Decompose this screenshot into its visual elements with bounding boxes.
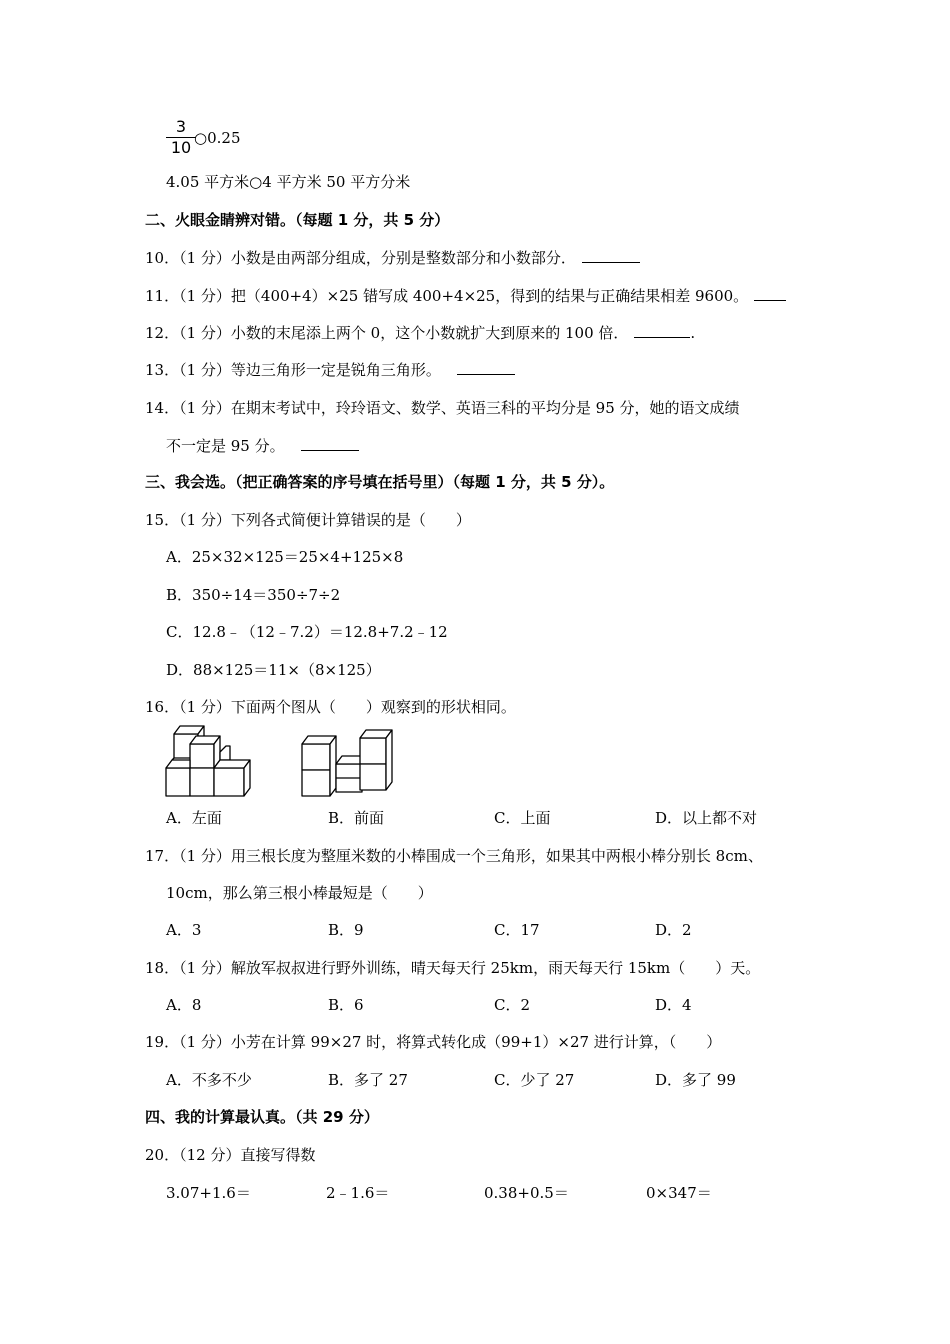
- question-16-stem: 16．（1 分）下面两个图从（ ）观察到的形状相同。: [145, 698, 516, 716]
- answer-blank-11[interactable]: [754, 286, 786, 301]
- q18-option-d[interactable]: D．4: [655, 996, 692, 1014]
- answer-blank-10[interactable]: [582, 248, 640, 263]
- q18-option-b[interactable]: B．6: [328, 996, 364, 1014]
- q16-option-b[interactable]: B．前面: [328, 809, 385, 827]
- question-12-end: .: [690, 324, 696, 342]
- question-11: [145, 286, 786, 306]
- question-12-text: 12．（1 分）小数的末尾添上两个 0，这个小数就扩大到原来的 100 倍．: [145, 324, 629, 342]
- q15-option-c[interactable]: C．12.8﹣（12﹣7.2）＝12.8+7.2﹣12: [166, 623, 448, 641]
- question-17-line-1: 17．（1 分）用三根长度为整厘米数的小棒围成一个三角形，如果其中两根小棒分别长 8cm、: [145, 847, 763, 865]
- question-12: [145, 323, 695, 343]
- section-4-title: 四、我的计算最认真。（共 29 分）: [145, 1108, 379, 1126]
- calc-item-2: 2﹣1.6＝: [326, 1184, 390, 1202]
- q15-option-b[interactable]: B．350÷14＝350÷7÷2: [166, 586, 341, 604]
- q17-option-b[interactable]: B．9: [328, 921, 364, 939]
- question-11-text: 11．（1 分）把（400+4）×25 错写成 400+4×25，得到的结果与正确结果相差 9600。: [145, 287, 749, 305]
- q15-option-a[interactable]: A．25×32×125＝25×4+125×8: [166, 548, 404, 566]
- q16-option-a[interactable]: A．左面: [166, 809, 222, 827]
- question-10: [145, 248, 640, 268]
- section-3-title: 三、我会选。（把正确答案的序号填在括号里）（每题 1 分，共 5 分）。: [145, 473, 615, 491]
- q18-option-c[interactable]: C．2: [494, 996, 531, 1014]
- question-14-text: 不一定是 95 分。: [166, 437, 285, 455]
- question-18-stem: 18．（1 分）解放军叔叔进行野外训练，晴天每天行 25km，雨天每天行 15km（ ）天。: [145, 959, 761, 977]
- question-13-text: 13．（1 分）等边三角形一定是锐角三角形。: [145, 361, 441, 379]
- section-2-title: 二、火眼金睛辨对错。（每题 1 分，共 5 分）: [145, 211, 450, 229]
- q16-option-c[interactable]: C．上面: [494, 809, 551, 827]
- calc-item-4: 0×347＝: [646, 1184, 712, 1202]
- q19-option-a[interactable]: A．不多不少: [166, 1071, 252, 1089]
- compare-0-25: ○0.25: [194, 129, 241, 147]
- cube-figure-2: [296, 724, 396, 800]
- q18-option-a[interactable]: A．8: [166, 996, 202, 1014]
- cube-figure-1: [160, 722, 255, 800]
- q16-option-d[interactable]: D．以上都不对: [655, 809, 758, 827]
- fraction-3-10: [166, 118, 196, 157]
- question-14-line-2: [166, 436, 359, 456]
- q17-option-a[interactable]: A．3: [166, 921, 202, 939]
- answer-blank-13[interactable]: [457, 360, 515, 375]
- question-14-line-1: 14．（1 分）在期末考试中，玲玲语文、数学、英语三科的平均分是 95 分，她的语文成绩: [145, 399, 740, 417]
- q19-option-d[interactable]: D．多了 99: [655, 1071, 736, 1089]
- question-19-stem: 19．（1 分）小芳在计算 99×27 时，将算式转化成（99+1）×27 进行计算，（ ）: [145, 1033, 722, 1051]
- q19-option-c[interactable]: C．少了 27: [494, 1071, 575, 1089]
- compare-area: 4.05 平方米○4 平方米 50 平方分米: [166, 173, 411, 191]
- fraction-numerator: 3: [175, 117, 187, 136]
- fraction-denominator: 10: [170, 138, 192, 157]
- question-15-stem: 15．（1 分）下列各式简便计算错误的是（ ）: [145, 511, 471, 529]
- calc-item-3: 0.38+0.5＝: [484, 1184, 569, 1202]
- q17-option-d[interactable]: D．2: [655, 921, 692, 939]
- question-17-line-2: 10cm，那么第三根小棒最短是（ ）: [166, 884, 433, 902]
- question-10-text: 10．（1 分）小数是由两部分组成，分别是整数部分和小数部分．: [145, 249, 576, 267]
- question-13: [145, 360, 515, 380]
- answer-blank-12[interactable]: [634, 323, 690, 338]
- calc-item-1: 3.07+1.6＝: [166, 1184, 251, 1202]
- q19-option-b[interactable]: B．多了 27: [328, 1071, 408, 1089]
- answer-blank-14[interactable]: [301, 436, 359, 451]
- q15-option-d[interactable]: D．88×125＝11×（8×125）: [166, 661, 381, 679]
- q17-option-c[interactable]: C．17: [494, 921, 540, 939]
- question-20-stem: 20．（12 分）直接写得数: [145, 1146, 316, 1164]
